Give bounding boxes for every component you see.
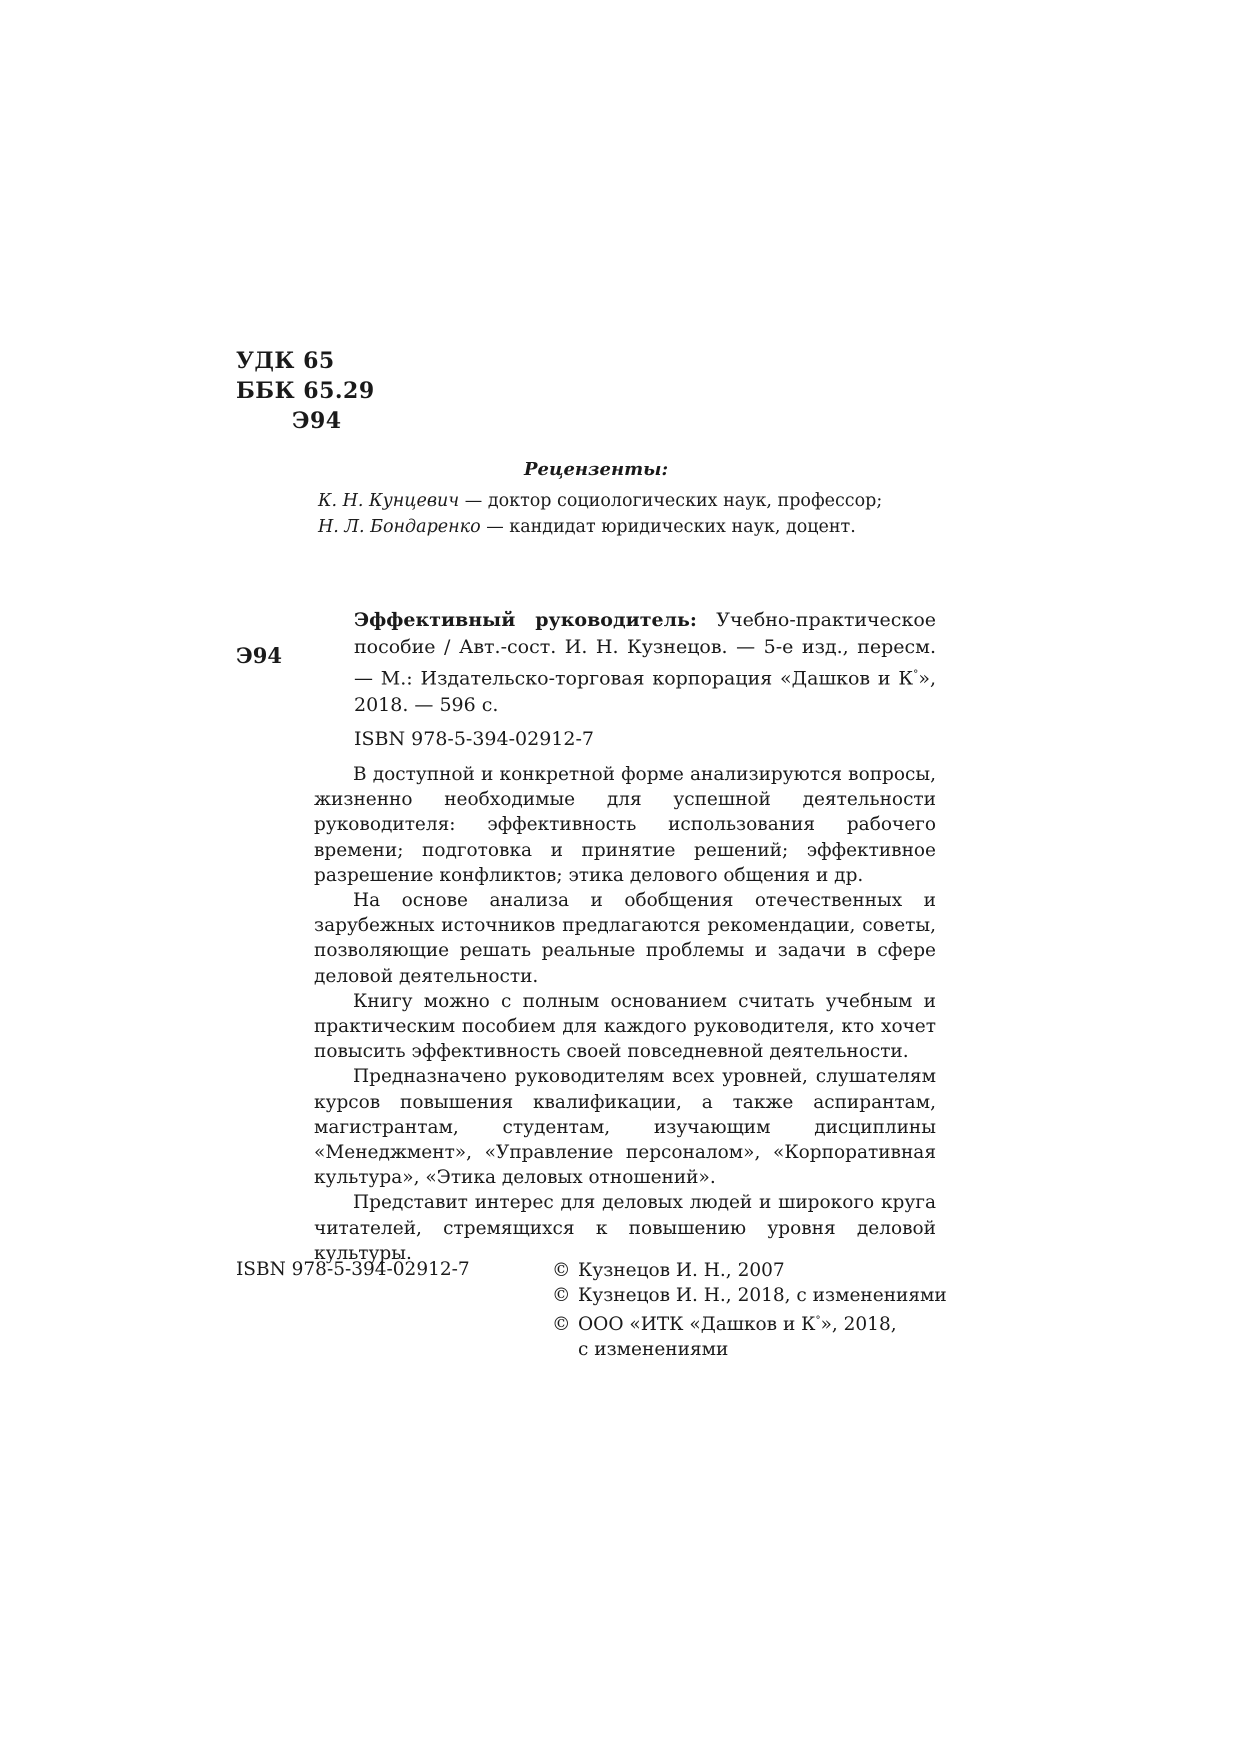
reviewer-2-name: Н. Л. Бондаренко: [318, 517, 481, 537]
bbk-code: ББК 65.29: [236, 378, 375, 404]
reviewer-2-credentials: — кандидат юридических наук, доцент.: [480, 517, 856, 537]
publisher-copyright: ООО «ИТК «Дашков и К: [578, 1314, 816, 1336]
copyright-line-2: [552, 1283, 947, 1308]
udk-code: УДК 65: [236, 348, 335, 374]
copyright-line-4: с изменениями: [578, 1339, 729, 1361]
catalog-entry: [354, 607, 936, 719]
copyright-symbol: ©: [552, 1314, 571, 1336]
k-degree-mark: °: [815, 1315, 821, 1326]
reviewer-2: [318, 514, 856, 540]
abstract: [314, 762, 936, 1266]
book-title: Эффективный руководитель:: [354, 609, 697, 631]
copyright-text: Кузнецов И. Н., 2007: [578, 1260, 785, 1281]
abstract-paragraph: Предназначено руководителям всех уровней, слушателям курсов повышения квалификации, а также аспирантам, магистрантам, студентам, изучающим дисциплины «Менеджмент», «Управление персоналом», «Корпоративная культура», «Этика деловых отношений».: [314, 1066, 936, 1189]
copyright-block: [552, 1258, 947, 1362]
abstract-paragraph: На основе анализа и обобщения отечественных и зарубежных источников предлагаются рекомендации, советы, позволяющие решать реальные проблемы и задачи в сфере деловой деятельности.: [314, 890, 936, 987]
copyright-symbol: ©: [552, 1260, 571, 1281]
reviewer-1-credentials: — доктор социологических наук, профессор;: [459, 491, 883, 511]
publisher-copyright-year: », 2018,: [820, 1314, 897, 1336]
reviewer-1-name: К. Н. Кунцевич: [318, 491, 460, 511]
imprint-isbn: ISBN 978-5-394-02912-7: [236, 1259, 470, 1280]
abstract-paragraph: В доступной и конкретной форме анализируются вопросы, жизненно необходимые для успешной деятельности руководителя: эффективность использования рабочего времени; подготовка и принятие решений; эффективное разрешение конфликтов; этика делового общения и др.: [314, 764, 936, 886]
k-degree-mark: °: [913, 668, 919, 680]
reviewers-heading: Рецензенты:: [524, 459, 669, 480]
catalog-side-mark: Э94: [236, 643, 282, 668]
copyright-line-3: [552, 1308, 947, 1337]
abstract-paragraph: Представит интерес для деловых людей и широкого круга читателей, стремящихся к повышению уровня деловой культуры.: [314, 1192, 936, 1264]
book-description: Учебно-практическое пособие / Авт.-сост. И. Н. Кузнецов. — 5-е изд., пересм. — М.: Издательско-торговая корпорация «Дашков и К: [354, 609, 936, 690]
author-mark: Э94: [292, 408, 342, 434]
abstract-paragraph: Книгу можно с полным основанием считать учебным и практическим пособием для каждого руководителя, кто хочет повысить эффективность своей повседневной деятельности.: [314, 990, 936, 1063]
copyright-text: Кузнецов И. Н., 2018, с изменениями: [578, 1285, 947, 1306]
book-publication-info: », 2018. — 596 с.: [354, 667, 936, 717]
reviewer-1: [318, 488, 882, 514]
copyright-line-1: [552, 1258, 947, 1283]
copyright-symbol: ©: [552, 1285, 571, 1306]
catalog-isbn: ISBN 978-5-394-02912-7: [354, 728, 594, 750]
